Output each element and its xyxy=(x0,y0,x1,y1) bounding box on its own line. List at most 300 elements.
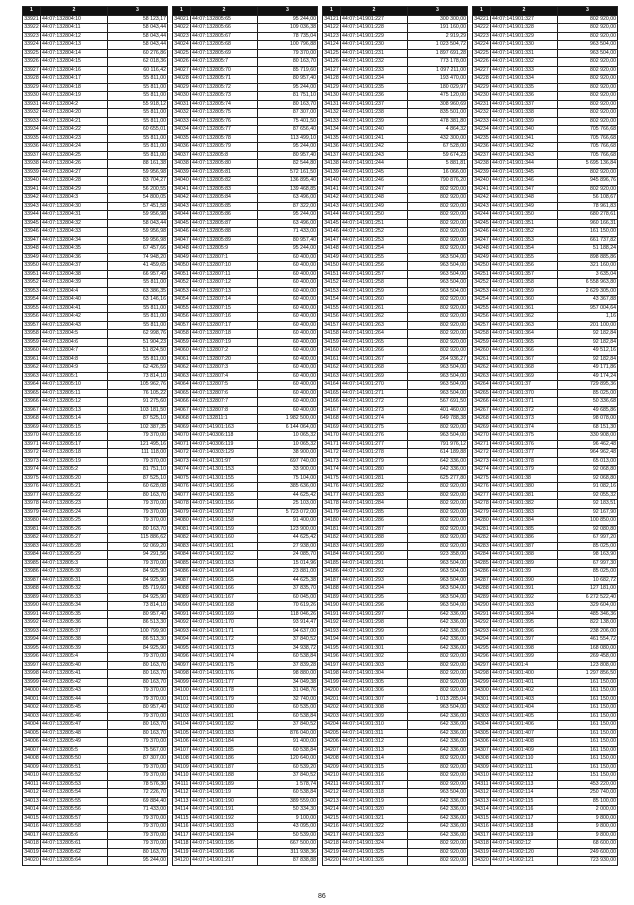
row-number: 34276 xyxy=(474,483,489,489)
row-number: 34033 xyxy=(174,117,189,124)
cadastral-number: 44:07:132804:9 xyxy=(41,364,108,373)
cadastral-value: 802 920,00 xyxy=(408,670,468,679)
cadastral-number: 44:07:132804:31 xyxy=(41,211,108,220)
cadastral-value: 60 538,84 xyxy=(258,746,318,755)
cadastral-number: 44:07:141901:381 xyxy=(491,491,558,500)
table-row xyxy=(323,474,468,483)
table-row xyxy=(473,534,618,543)
cadastral-value: 91 400,00 xyxy=(258,517,318,526)
table-column-4 xyxy=(472,6,618,866)
row-number: 33972 xyxy=(24,449,39,455)
row-number: 34166 xyxy=(324,398,339,404)
row-number: 34283 xyxy=(474,542,489,549)
row-number: 34271 xyxy=(474,440,489,447)
cadastral-number: 44:07:141901:172 xyxy=(191,636,258,645)
cadastral-value: 55 811,00 xyxy=(108,83,168,92)
cadastral-value: 80 163,70 xyxy=(108,729,168,738)
table-row xyxy=(473,738,618,747)
cadastral-number: 44:07:141901:276 xyxy=(341,432,408,441)
cadastral-value: 87 307,00 xyxy=(108,755,168,764)
table-row xyxy=(173,58,318,67)
table-row xyxy=(323,449,468,458)
cadastral-value: 55 811,00 xyxy=(108,151,168,160)
cadastral-value: 963 504,00 xyxy=(408,270,468,279)
table-row xyxy=(173,466,318,475)
cadastral-value: 60 400,00 xyxy=(258,355,318,364)
cadastral-value: 51 188,24 xyxy=(558,245,618,254)
cadastral-value: 802 920,00 xyxy=(408,525,468,534)
cadastral-number: 44:07:141901:231 xyxy=(341,49,408,58)
table-row xyxy=(473,338,618,347)
cadastral-value: 71 433,00 xyxy=(108,806,168,815)
cadastral-value: 113 499,10 xyxy=(258,134,318,143)
table-row xyxy=(173,15,318,24)
cadastral-number: 44:07:141901:187 xyxy=(191,763,258,772)
cadastral-value: 79 370,00 xyxy=(108,738,168,747)
cadastral-value: 58 123,17 xyxy=(108,15,168,24)
row-number: 34045 xyxy=(174,219,189,226)
header-cell: 1 xyxy=(23,7,41,16)
cadastral-value: 60 400,00 xyxy=(258,381,318,390)
row-number: 34053 xyxy=(174,287,189,294)
row-number: 34195 xyxy=(324,644,339,651)
cadastral-value: 85 719,60 xyxy=(108,585,168,594)
table-row xyxy=(473,143,618,152)
row-number: 34071 xyxy=(174,440,189,447)
table-row xyxy=(23,66,168,75)
row-number: 34169 xyxy=(324,423,339,430)
cadastral-number: 44:07:132804:33 xyxy=(41,228,108,237)
table-row xyxy=(473,449,618,458)
table-row xyxy=(173,202,318,211)
cadastral-number: 44:07:132805:75 xyxy=(191,109,258,118)
row-number: 34031 xyxy=(174,100,189,107)
table-row xyxy=(323,143,468,152)
cadastral-number: 44:07:141901:182 xyxy=(191,721,258,730)
cadastral-number: 44:07:132805:9 xyxy=(191,245,258,254)
cadastral-value: 642 336,00 xyxy=(408,738,468,747)
row-number: 33966 xyxy=(24,398,39,404)
row-number: 34212 xyxy=(324,789,339,795)
row-number: 33926 xyxy=(24,58,39,64)
row-number: 34070 xyxy=(174,432,189,438)
cadastral-value: 68 600,00 xyxy=(558,840,618,849)
cadastral-value: 85 025,00 xyxy=(558,542,618,551)
cadastral-number: 44:07:141901:290 xyxy=(341,551,408,560)
cadastral-number: 44:07:141901:164 xyxy=(191,568,258,577)
cadastral-number: 44:07:132804:14 xyxy=(41,49,108,58)
row-number: 34258 xyxy=(474,330,489,336)
cadastral-number: 44:07:141901:236 xyxy=(341,92,408,101)
row-number: 34253 xyxy=(474,287,489,294)
cadastral-value: 311 938,36 xyxy=(258,848,318,857)
cadastral-value: 37 835,70 xyxy=(258,585,318,594)
row-number: 34186 xyxy=(324,568,339,574)
row-number: 34272 xyxy=(474,449,489,455)
table-row xyxy=(473,542,618,551)
cadastral-number: 44:07:141301:153 xyxy=(191,466,258,475)
cadastral-value: 667 500,00 xyxy=(258,840,318,849)
row-number: 34188 xyxy=(324,585,339,591)
header-cell: 1 xyxy=(473,7,491,16)
row-number: 34011 xyxy=(24,780,39,787)
cadastral-number: 44:07:132805:53 xyxy=(41,780,108,789)
cadastral-number: 44:07:141901:38 xyxy=(491,474,558,483)
cadastral-number: 44:07:141901:184 xyxy=(191,738,258,747)
cadastral-number: 44:07:141901:288 xyxy=(341,534,408,543)
cadastral-number: 44:07:132805:29 xyxy=(41,551,108,560)
cadastral-value: 59 956,98 xyxy=(108,168,168,177)
table-row xyxy=(323,721,468,730)
table-row xyxy=(173,168,318,177)
table-row xyxy=(23,483,168,492)
cadastral-value: 60 400,00 xyxy=(258,364,318,373)
row-number: 34228 xyxy=(474,75,489,81)
cadastral-value: 38 900,00 xyxy=(258,449,318,458)
cadastral-value: 802 920,00 xyxy=(408,321,468,330)
cadastral-value: 161 150,00 xyxy=(558,729,618,738)
cadastral-value: 401 460,00 xyxy=(408,406,468,415)
cadastral-value: 2 919,29 xyxy=(408,32,468,41)
cadastral-number: 44:07:132805:65 xyxy=(191,15,258,24)
row-number: 34135 xyxy=(324,134,339,141)
row-number: 34065 xyxy=(174,389,189,396)
cadastral-value: 945 896,76 xyxy=(558,177,618,186)
cadastral-value: 60 400,00 xyxy=(258,389,318,398)
header-cell: 1 xyxy=(173,7,191,16)
row-number: 33935 xyxy=(24,134,39,141)
row-number: 34127 xyxy=(324,66,339,73)
row-number: 34236 xyxy=(474,143,489,149)
cadastral-value: 60 539,20 xyxy=(258,763,318,772)
row-number: 34227 xyxy=(474,66,489,73)
row-number: 34165 xyxy=(324,389,339,396)
cadastral-number: 44:07:141901:303 xyxy=(341,661,408,670)
cadastral-number: 44:07:141901:316 xyxy=(341,772,408,781)
data-table-2 xyxy=(172,6,318,866)
cadastral-number: 44:07:141902:117 xyxy=(491,814,558,823)
cadastral-number: 44:07:141901:383 xyxy=(491,508,558,517)
cadastral-value: 802 920,00 xyxy=(408,194,468,203)
cadastral-value: 642 336,00 xyxy=(408,831,468,840)
table-row xyxy=(173,355,318,364)
cadastral-number: 44:07:141901:365 xyxy=(491,338,558,347)
cadastral-value: 55 811,00 xyxy=(108,304,168,313)
cadastral-value: 75 567,00 xyxy=(108,746,168,755)
cadastral-number: 44:07:141901:368 xyxy=(491,364,558,373)
row-number: 33943 xyxy=(24,202,39,209)
cadastral-number: 44:07:141901:335 xyxy=(491,83,558,92)
table-row xyxy=(323,466,468,475)
cadastral-number: 44:07:141901:267 xyxy=(341,355,408,364)
cadastral-value: 642 336,00 xyxy=(408,823,468,832)
row-number: 34153 xyxy=(324,287,339,294)
data-table-4 xyxy=(472,6,618,866)
cadastral-number: 44:07:132805:18 xyxy=(41,449,108,458)
cadastral-number: 44:07:141901:310 xyxy=(341,721,408,730)
cadastral-number: 44:07:141901:351 xyxy=(491,219,558,228)
cadastral-value: 802 920,00 xyxy=(408,517,468,526)
cadastral-value: 43 367,88 xyxy=(558,296,618,305)
cadastral-value: 80 163,70 xyxy=(108,848,168,857)
cadastral-value: 802 920,00 xyxy=(408,857,468,866)
cadastral-value: 85 025,00 xyxy=(558,389,618,398)
table-row xyxy=(173,806,318,815)
header-cell: 2 xyxy=(491,7,558,16)
cadastral-number: 44:07:141901:282 xyxy=(341,483,408,492)
cadastral-value: 963 504,00 xyxy=(408,279,468,288)
table-row xyxy=(323,338,468,347)
cadastral-number: 44:07:132805:15 xyxy=(41,423,108,432)
row-number: 34208 xyxy=(324,755,339,761)
table-row xyxy=(473,593,618,602)
cadastral-number: 44:07:140306:118 xyxy=(191,432,258,441)
row-number: 34306 xyxy=(474,738,489,744)
cadastral-value: 41 459,65 xyxy=(108,262,168,271)
row-number: 34109 xyxy=(174,763,189,770)
cadastral-value: 802 920,00 xyxy=(408,772,468,781)
cadastral-number: 44:07:132805:3 xyxy=(41,559,108,568)
cadastral-value: 87 307,00 xyxy=(258,109,318,118)
cadastral-value: 649 788,38 xyxy=(408,415,468,424)
row-number: 33980 xyxy=(24,517,39,523)
table-row xyxy=(473,636,618,645)
cadastral-value: 55 811,00 xyxy=(108,117,168,126)
row-number: 34286 xyxy=(474,568,489,574)
row-number: 34187 xyxy=(324,576,339,583)
table-row xyxy=(23,160,168,169)
cadastral-number: 44:07:141901:325 xyxy=(341,848,408,857)
table-row xyxy=(173,474,318,483)
table-row xyxy=(23,721,168,730)
row-number: 34069 xyxy=(174,423,189,430)
table-row xyxy=(473,364,618,373)
cadastral-value: 642 336,00 xyxy=(408,729,468,738)
table-row xyxy=(173,678,318,687)
row-number: 34311 xyxy=(474,780,489,787)
cadastral-value: 389 559,00 xyxy=(258,797,318,806)
cadastral-number: 44:07:132805:4 xyxy=(41,653,108,662)
cadastral-value: 60 400,00 xyxy=(258,253,318,262)
cadastral-number: 44:07:141901:165 xyxy=(191,576,258,585)
row-number: 34160 xyxy=(324,347,339,353)
cadastral-number: 44:07:132805:81 xyxy=(191,168,258,177)
cadastral-number: 44:07:141901:296 xyxy=(341,602,408,611)
table-row xyxy=(323,270,468,279)
table-row xyxy=(323,58,468,67)
cadastral-number: 44:07:141901:352 xyxy=(491,228,558,237)
cadastral-value: 95 244,00 xyxy=(258,83,318,92)
table-row xyxy=(323,134,468,143)
table-row xyxy=(323,168,468,177)
cadastral-value: 180 029,97 xyxy=(408,83,468,92)
row-number: 34054 xyxy=(174,296,189,302)
table-row xyxy=(473,721,618,730)
table-row xyxy=(473,58,618,67)
row-number: 34112 xyxy=(174,789,189,795)
row-number: 34299 xyxy=(474,678,489,685)
cadastral-number: 44:07:141901:186 xyxy=(191,755,258,764)
cadastral-value: 60 655,01 xyxy=(108,126,168,135)
cadastral-value: 87 525,10 xyxy=(108,415,168,424)
table-row xyxy=(173,653,318,662)
table-row xyxy=(23,194,168,203)
table-row xyxy=(323,304,468,313)
cadastral-number: 44:07:132804:8 xyxy=(41,355,108,364)
row-number: 34141 xyxy=(324,185,339,192)
cadastral-number: 44:07:132805:26 xyxy=(41,525,108,534)
table-row xyxy=(323,398,468,407)
row-number: 34193 xyxy=(324,627,339,634)
cadastral-value: 60 400,00 xyxy=(258,398,318,407)
table-row xyxy=(323,41,468,50)
cadastral-value: 249 600,00 xyxy=(558,848,618,857)
cadastral-value: 453 220,00 xyxy=(558,780,618,789)
cadastral-value: 73 814,10 xyxy=(108,602,168,611)
row-number: 33983 xyxy=(24,542,39,549)
cadastral-number: 44:07:140303:129 xyxy=(191,449,258,458)
table-row xyxy=(173,185,318,194)
table-row xyxy=(323,789,468,798)
cadastral-value: 27 938,00 xyxy=(258,542,318,551)
cadastral-value: 68 151,30 xyxy=(558,423,618,432)
cadastral-value: 60 276,86 xyxy=(108,49,168,58)
cadastral-value: 55 811,00 xyxy=(108,279,168,288)
cadastral-number: 44:07:132805:42 xyxy=(41,678,108,687)
cadastral-value: 269 458,00 xyxy=(558,653,618,662)
row-number: 34171 xyxy=(324,440,339,447)
row-number: 33937 xyxy=(24,151,39,158)
cadastral-value: 57 451,58 xyxy=(108,202,168,211)
table-row xyxy=(473,347,618,356)
table-row xyxy=(173,738,318,747)
table-row xyxy=(473,117,618,126)
cadastral-value: 802 920,00 xyxy=(408,687,468,696)
cadastral-number: 44:07:141901:387 xyxy=(491,542,558,551)
cadastral-value: 461 554,72 xyxy=(558,636,618,645)
table-row xyxy=(23,840,168,849)
row-number: 34102 xyxy=(174,704,189,710)
header-cell: 2 xyxy=(191,7,258,16)
table-row xyxy=(473,15,618,24)
table-column-1 xyxy=(22,6,168,866)
cadastral-number: 44:07:141901:367 xyxy=(491,355,558,364)
cadastral-value: 802 920,00 xyxy=(408,228,468,237)
table-row xyxy=(173,372,318,381)
row-number: 34302 xyxy=(474,704,489,710)
table-row xyxy=(323,508,468,517)
cadastral-value: 485 346,36 xyxy=(558,610,618,619)
cadastral-value: 802 920,00 xyxy=(408,542,468,551)
row-number: 34094 xyxy=(174,636,189,642)
table-row xyxy=(23,525,168,534)
cadastral-number: 44:07:132804:30 xyxy=(41,202,108,211)
cadastral-number: 44:07:132804:18 xyxy=(41,83,108,92)
cadastral-value: 6 272 522,40 xyxy=(558,593,618,602)
cadastral-value: 329 604,00 xyxy=(558,602,618,611)
cadastral-number: 44:07:141901:330 xyxy=(491,41,558,50)
row-number: 33942 xyxy=(24,194,39,200)
cadastral-value: 330 908,00 xyxy=(558,432,618,441)
row-number: 34191 xyxy=(324,610,339,617)
table-row xyxy=(23,83,168,92)
row-number: 34028 xyxy=(174,75,189,81)
table-row xyxy=(23,100,168,109)
row-number: 34301 xyxy=(474,695,489,702)
row-number: 34170 xyxy=(324,432,339,438)
row-number: 34162 xyxy=(324,364,339,370)
cadastral-number: 44:07:141901:356 xyxy=(491,262,558,271)
row-number: 33954 xyxy=(24,296,39,302)
cadastral-value: 81 751,10 xyxy=(108,466,168,475)
cadastral-value: 60 400,00 xyxy=(258,338,318,347)
cadastral-number: 44:07:141901:299 xyxy=(341,627,408,636)
cadastral-number: 44:07:141901:269 xyxy=(341,372,408,381)
table-row xyxy=(473,780,618,789)
table-row xyxy=(323,415,468,424)
cadastral-number: 44:07:141901:270 xyxy=(341,381,408,390)
cadastral-number: 44:07:132805:56 xyxy=(41,806,108,815)
cadastral-value: 44 625,38 xyxy=(258,576,318,585)
row-number: 34203 xyxy=(324,712,339,719)
table-row xyxy=(23,602,168,611)
row-number: 34218 xyxy=(324,840,339,846)
row-number: 34114 xyxy=(174,806,189,812)
cadastral-number: 44:07:141902:113 xyxy=(491,780,558,789)
table-row xyxy=(173,287,318,296)
cadastral-value: 80 957,40 xyxy=(258,75,318,84)
row-number: 33968 xyxy=(24,415,39,421)
table-row xyxy=(23,772,168,781)
table-row xyxy=(23,49,168,58)
cadastral-value: 55 811,00 xyxy=(108,134,168,143)
row-number: 34168 xyxy=(324,415,339,421)
table-row xyxy=(323,185,468,194)
row-number: 34304 xyxy=(474,721,489,727)
row-number: 34088 xyxy=(174,585,189,591)
row-number: 34314 xyxy=(474,806,489,812)
cadastral-value: 963 504,00 xyxy=(408,262,468,271)
cadastral-number: 44:07:132805:21 xyxy=(41,483,108,492)
cadastral-number: 44:07:132804:24 xyxy=(41,143,108,152)
cadastral-value: 1 297 856,50 xyxy=(558,670,618,679)
row-number: 34291 xyxy=(474,610,489,617)
cadastral-value: 642 336,00 xyxy=(408,644,468,653)
cadastral-number: 44:07:141901:272 xyxy=(341,398,408,407)
row-number: 34097 xyxy=(174,661,189,668)
cadastral-value: 56 108,67 xyxy=(558,194,618,203)
table-row xyxy=(173,602,318,611)
cadastral-number: 44:07:141901:195 xyxy=(191,840,258,849)
cadastral-value: 62 018,36 xyxy=(108,58,168,67)
cadastral-number: 44:07:132805:83 xyxy=(191,185,258,194)
cadastral-number: 44:07:141901:159 xyxy=(191,525,258,534)
row-number: 34183 xyxy=(324,542,339,549)
row-number: 34317 xyxy=(474,831,489,838)
table-row xyxy=(323,755,468,764)
table-row xyxy=(473,194,618,203)
table-row xyxy=(23,517,168,526)
table-row xyxy=(473,840,618,849)
table-row xyxy=(473,279,618,288)
row-number: 33946 xyxy=(24,228,39,234)
cadastral-number: 44:07:132804:3 xyxy=(41,194,108,203)
cadastral-number: 44:07:141901:409 xyxy=(491,746,558,755)
cadastral-number: 44:07:141901:188 xyxy=(191,772,258,781)
cadastral-number: 44:07:141901:391 xyxy=(491,585,558,594)
cadastral-number: 44:07:132805:20 xyxy=(41,474,108,483)
cadastral-value: 37 840,52 xyxy=(258,636,318,645)
